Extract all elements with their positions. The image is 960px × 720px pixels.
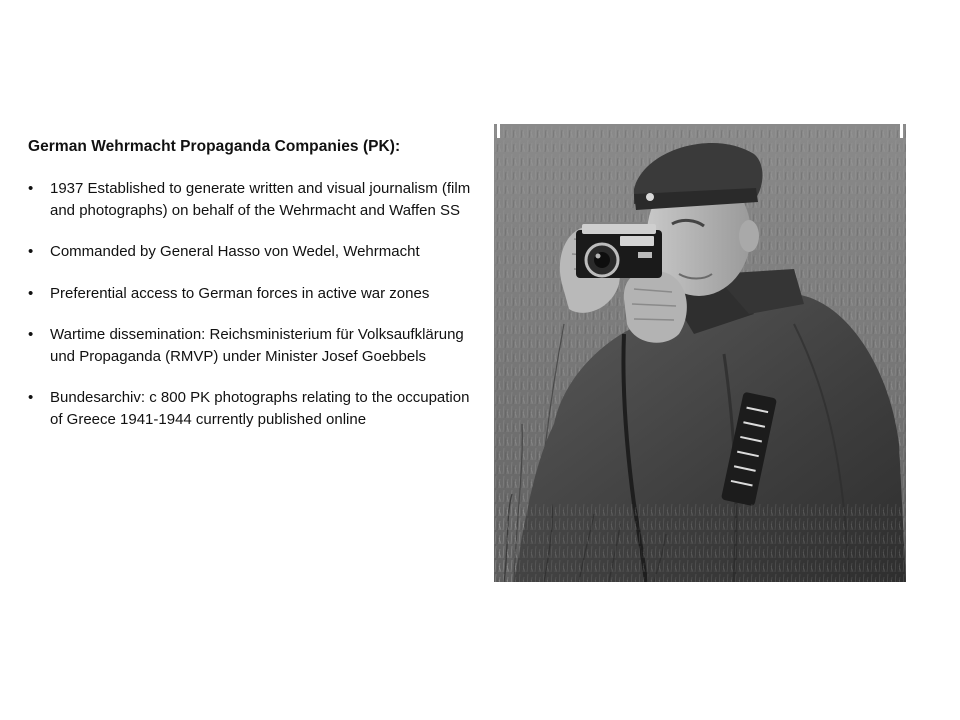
bullet-text: 1937 Established to generate written and visual journalism (film and photographs) on behalf of the Wehrmacht and Waffen SS	[50, 180, 471, 219]
bullet-item	[28, 241, 478, 263]
bullet-item	[28, 283, 478, 305]
bullet-marker: •	[28, 243, 34, 260]
cap-emblem	[646, 193, 654, 201]
bullet-list	[28, 178, 478, 430]
bullet-marker: •	[28, 326, 34, 343]
bullet-marker: •	[28, 180, 34, 197]
slide-title: German Wehrmacht Propaganda Companies (PK):	[28, 138, 401, 155]
bullet-marker: •	[28, 389, 34, 406]
camera-icon	[576, 224, 662, 278]
bullet-text: Preferential access to German forces in active war zones	[50, 284, 430, 302]
bullet-item	[28, 178, 478, 221]
bullet-text: Wartime dissemination: Reichsministerium für Volksaufklärung und Propaganda (RMVP) under Minister Josef Goebbels	[50, 326, 464, 365]
bullet-marker: •	[28, 284, 34, 302]
right-hand	[624, 270, 687, 343]
soldier-photo-illustration	[494, 124, 906, 582]
text-block	[28, 136, 478, 450]
photo-corner-mark	[900, 124, 903, 138]
bullet-item	[28, 324, 478, 367]
photo-corner-mark	[497, 124, 500, 138]
bullet-item	[28, 387, 478, 430]
bullet-text: Bundesarchiv: c 800 PK photographs relating to the occupation of Greece 1941-1944 currently published online	[50, 389, 470, 428]
bullet-text: Commanded by General Hasso von Wedel, Wehrmacht	[50, 243, 420, 260]
soldier-photo	[494, 124, 906, 582]
